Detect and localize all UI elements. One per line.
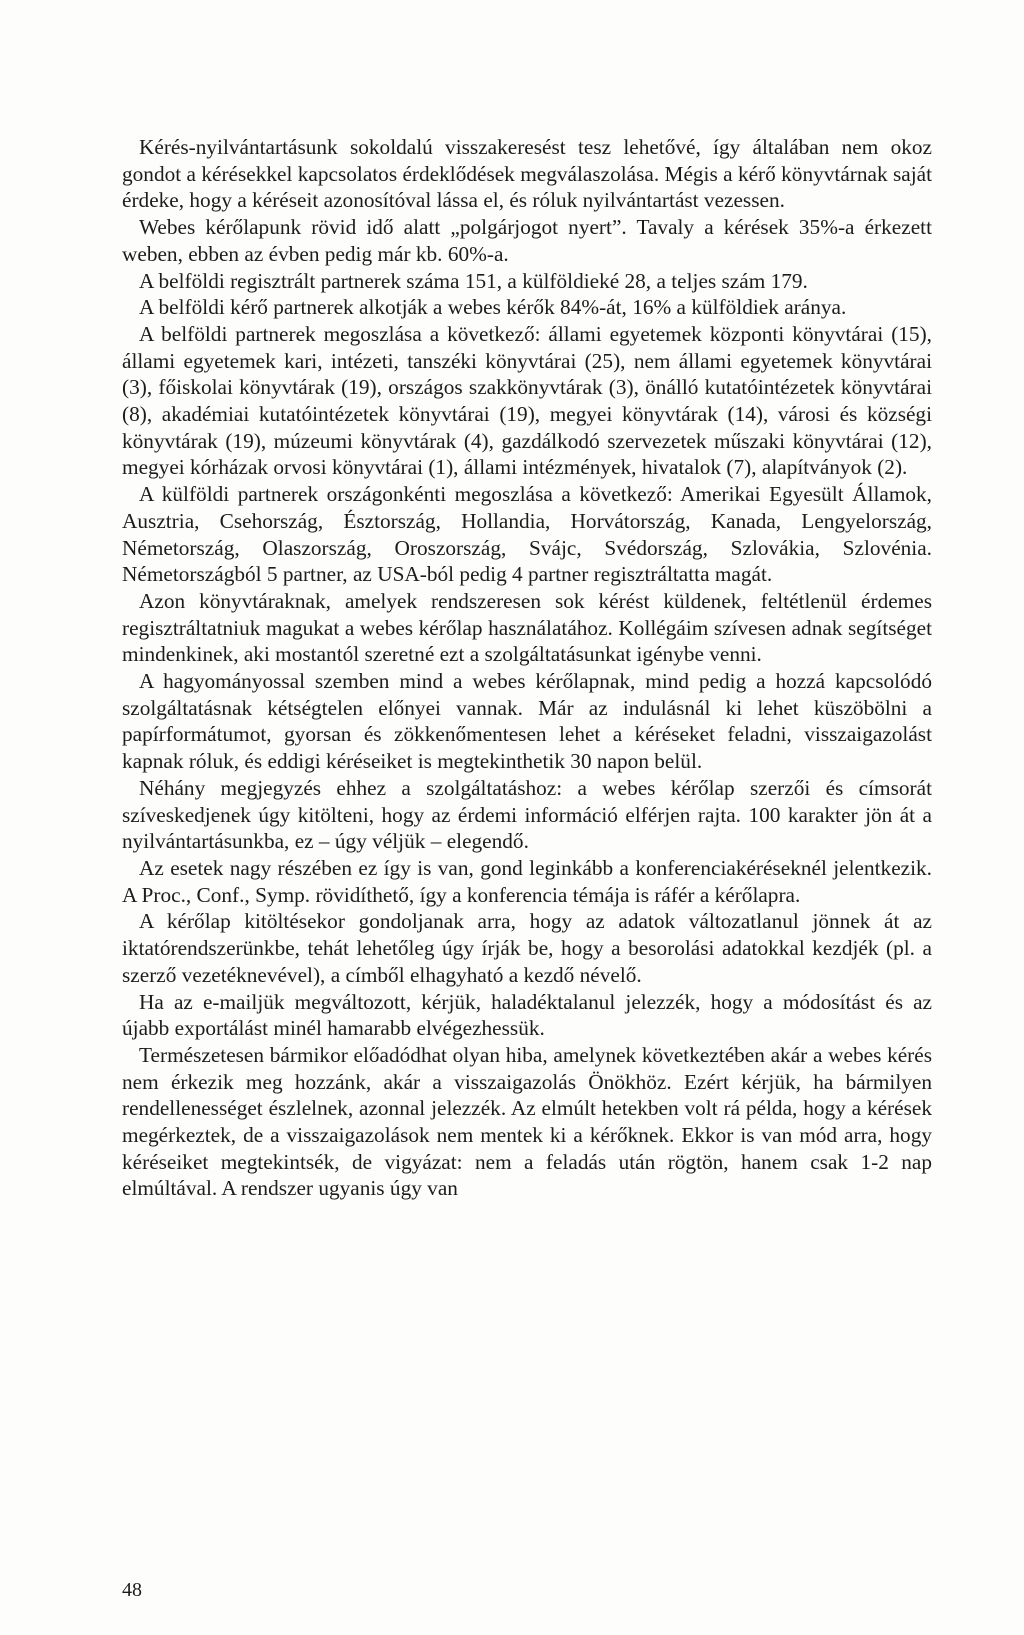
paragraph-12: Ha az e-mailjük megváltozott, kérjük, haladéktalanul jelezzék, hogy a módosítást és az újabb exportálást minél hamarabb elvégezhessük.	[122, 989, 932, 1041]
paragraph-9: Néhány megjegyzés ehhez a szolgáltatáshoz: a webes kérőlap szerzői és címsorát szíveskedjenek úgy kitölteni, hogy az érdemi információ elférjen rajta. 100 karakter jön át a nyilvántartásunkba, ez – úgy véljük – elegendő.	[122, 775, 932, 854]
paragraph-5: A belföldi partnerek megoszlása a következő: állami egyetemek központi könyvtárai (15), állami egyetemek kari, intézeti, tanszéki könyvtárai (25), nem állami egyetemek könyvtárai (3), főiskolai könyvtárak (19), országos szakkönyvtárak (3), önálló kutatóintézetek könyvtárai (8), akadémiai kutatóintézetek könyvtárai (19), megyei könyvtárak (14), városi és községi könyvtárak (19), múzeumi könyvtárak (4), gazdálkodó szervezetek műszaki könyvtárai (12), megyei kórházak orvosi könyvtárai (1), állami intézmények, hivatalok (7), alapítványok (2).	[122, 321, 932, 480]
paragraph-10: Az esetek nagy részében ez így is van, gond leginkább a konferenciakéréseknél jelentkezik. A Proc., Conf., Symp. rövidíthető, így a konferencia témája is ráfér a kérőlapra.	[122, 855, 932, 907]
paragraph-2: Webes kérőlapunk rövid idő alatt „polgárjogot nyert”. Tavaly a kérések 35%-a érkezett weben, ebben az évben pedig már kb. 60%-a.	[122, 215, 932, 266]
paragraph-1: Kérés-nyilvántartásunk sokoldalú visszakeresést tesz lehetővé, így általában nem okoz gondot a kérésekkel kapcsolatos érdeklődések megválaszolása. Mégis a kérő könyvtárnak saját érdeke, hogy a kéréseit azonosítóval lássa el, és róluk nyilvántartást vezessen.	[122, 135, 932, 213]
paragraph-13: Természetesen bármikor előadódhat olyan hiba, amelynek következtében akár a webes kérés nem érkezik meg hozzánk, akár a visszaigazolás Önökhöz. Ezért kérjük, ha bármilyen rendellenességet észlelnek, azonnal jelezzék. Az elmúlt hetekben volt rá példa, hogy a kérések megérkeztek, de a visszaigazolások nem mentek ki a kérőknek. Ekkor is van mód arra, hogy kéréseiket megtekintsék, de vigyázat: nem a feladás után rögtön, hanem csak 1-2 nap elmúltával. A rendszer ugyanis úgy van	[122, 1042, 932, 1201]
paragraph-4: A belföldi kérő partnerek alkotják a webes kérők 84%-át, 16% a külföldiek aránya.	[139, 295, 847, 320]
body-text	[122, 134, 932, 1202]
paragraph-3: A belföldi regisztrált partnerek száma 151, a külföldieké 28, a teljes szám 179.	[139, 268, 808, 293]
paragraph-7: Azon könyvtáraknak, amelyek rendszeresen sok kérést küldenek, feltétlenül érdemes regisztráltatniuk magukat a webes kérőlap használatához. Kollégáim szívesen adnak segítséget mindenkinek, aki mostantól szeretné ezt a szolgáltatásunkat igénybe venni.	[122, 588, 932, 667]
paragraph-6: A külföldi partnerek országonkénti megoszlása a következő: Amerikai Egyesült Államok, Ausztria, Csehország, Észtország, Hollandia, Horvátország, Kanada, Lengyelország, Németország, Olaszország, Oroszország, Svájc, Svédország, Szlovákia, Szlovénia. Németországból 5 partner, az USA-ból pedig 4 partner regisztráltatta magát.	[122, 482, 932, 587]
paragraph-11: A kérőlap kitöltésekor gondoljanak arra, hogy az adatok változatlanul jönnek át az iktatórendszerünkbe, tehát lehetőleg úgy írják be, hogy a besorolási adatokkal kezdjék (pl. a szerző vezetéknevével), a címből elhagyható a kezdő névelő.	[122, 909, 932, 987]
page-number: 48	[122, 1579, 142, 1601]
paragraph-8: A hagyományossal szemben mind a webes kérőlapnak, mind pedig a hozzá kapcsolódó szolgáltatásnak kétségtelen előnyei vannak. Már az indulásnál ki lehet küszöbölni a papírformátumot, gyorsan és zökkenőmentesen lehet a kéréseket feladni, visszaigazolást kapnak róluk, és eddigi kéréseiket is megtekinthetik 30 napon belül.	[122, 669, 932, 774]
